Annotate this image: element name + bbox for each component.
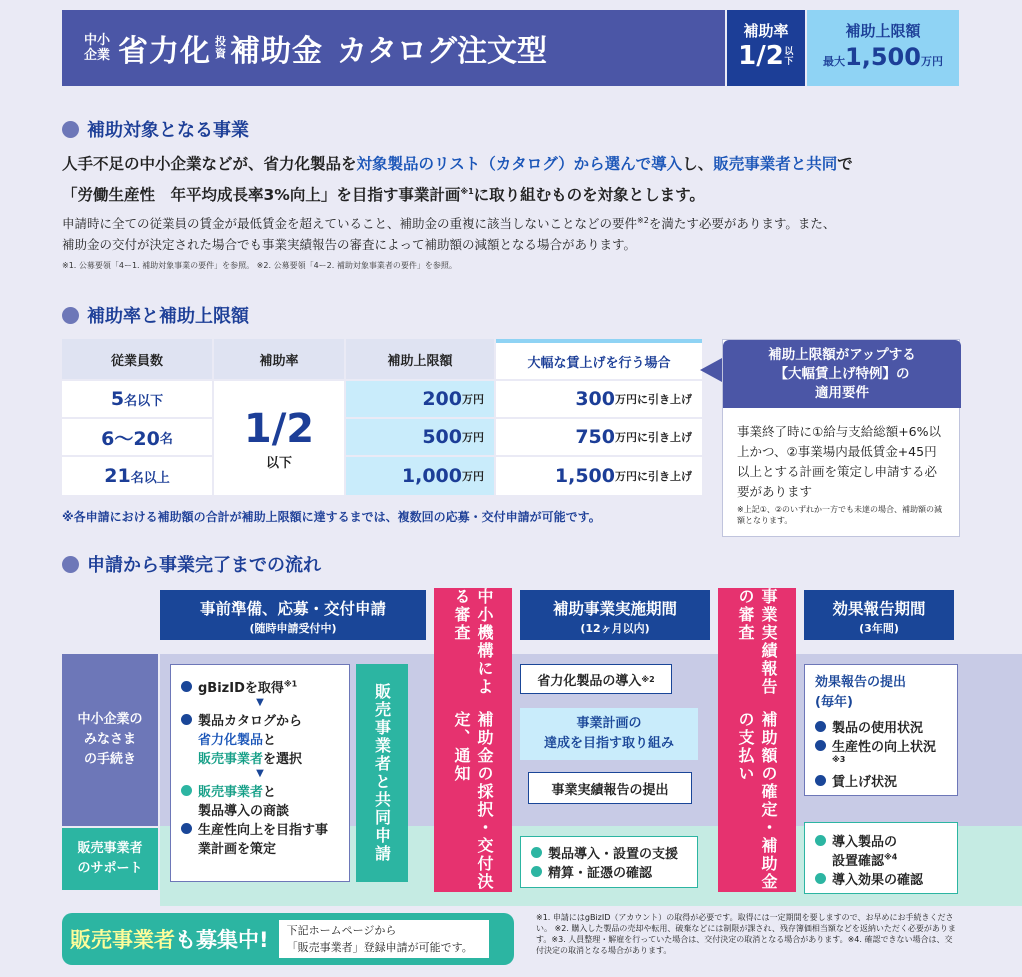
effect-report-box: 効果報告の提出 (毎年) 製品の使用状況 生産性の向上状況$^{※3}$ 賃上げ状況	[804, 664, 958, 796]
requirements-text: 申請時に全ての従業員の賃金が最低賃金を超えていること、補助金の重複に該当しないことなどの要件$^{※2}$を満たす必要があります。また、 補助金の交付が決定された場合でも事業実績報告の審査によって補助額の減額となる場合があります。 ※1. 公募要領「4ー1. 補助対象事業の要件」を参照。 ※2. 公募要領「4ー2. 補助対象事業者の要件」を参照。	[62, 216, 836, 271]
bullet-icon	[62, 121, 79, 138]
review-selection-bar: 中小機構による審査 補助金の採択・交付決定、通知	[434, 588, 512, 892]
title-banner	[62, 10, 959, 86]
row-employees-3: 21 名以上	[62, 457, 212, 495]
section-heading-flow: 申請から事業完了までの流れ	[62, 551, 321, 577]
sme-lane-label: 中小企業の みなさま の手続き	[62, 654, 158, 826]
subsidy-limit-badge: 補助上限額 最大1,500万円	[807, 10, 959, 86]
banner-title: 中小 企業 省力化 投 資 補助金 カタログ注文型	[62, 10, 725, 86]
rate-footnote: ※各申請における補助額の合計が補助上限額に達するまでは、複数回の応募・交付申請が可能です。	[62, 510, 601, 524]
special-requirements-box: 補助上限額がアップする 【大幅賃上げ特例】の 適用要件 事業終了時に①給与支給総額+6%以上かつ、②事業場内最低賃金+45円以上とする計画を策定し申請する必要があります ※上記①、②のいずれか一方でも未達の場合、補助額の減額となります。	[722, 339, 960, 537]
phase-prep: 事前準備、応募・交付申請 (随時申請受付中)	[160, 590, 426, 640]
prep-steps-box: gBizIDを取得$^{※1}$ ▼ 製品カタログから 省力化製品と 販売事業者を選択 ▼ 販売事業者と 製品導入の商談 生産性向上を目指す事業計画を策定	[170, 664, 350, 882]
vendor-support-effect: 導入製品の 設置確認$^{※4}$ 導入効果の確認	[804, 822, 958, 894]
pointer-arrow	[700, 358, 722, 382]
impl-step-goal: 事業計画の 達成を目指す取り組み	[520, 708, 698, 760]
vendor-lane-label: 販売事業者 のサポート	[62, 828, 158, 890]
row-employees-1: 5 名以下	[62, 381, 212, 417]
vendor-recruit-banner: 販売事業者も募集中! 下記ホームページから 「販売事業者」登録申請が可能です。	[62, 913, 514, 965]
row-employees-2: 6〜20 名	[62, 419, 212, 455]
rate-table: 従業員数 補助率 補助上限額 大幅な賃上げを行う場合 5 名以下 6〜20 名 21 名以上 1/2 以下 200 万円 500 万円 1,000 万円 300 万円に引き上げ 750 万円に引き上げ 1,500 万円に引き上げ	[62, 339, 702, 499]
impl-step-report: 事業実績報告の提出	[528, 772, 692, 804]
vendor-support-impl: 製品導入・設置の支援 精算・証憑の確認	[520, 836, 698, 888]
bullet-icon	[62, 307, 79, 324]
phase-implementation: 補助事業実施期間 (12ヶ月以内)	[520, 590, 710, 640]
bullet-icon	[62, 556, 79, 573]
section-heading-target: 補助対象となる事業	[62, 116, 249, 142]
rate-cell: 1/2 以下	[214, 381, 344, 495]
section-heading-rate: 補助率と補助上限額	[62, 302, 249, 328]
phase-report: 効果報告期間 (3年間)	[804, 590, 954, 640]
subsidy-rate-badge: 補助率 1/2以下	[727, 10, 805, 86]
flow-footnotes: ※1. 申請にはgBizID（アカウント）の取得が必要です。取得には一定期間を要しますので、お早めにお手続きください。 ※2. 購入した製品の売却や転用、破棄などには制限が課され、残存簿価相当額などを返納いただく必要があります。※3. 人員整理・解雇を行っていた場合は、交付決定の取消となる場合があります。※4. 確認できない場合は、交付決定の取消となる場合があります。	[536, 913, 956, 955]
final-review-bar: 事業実績報告の審査 補助額の確定・補助金の支払い	[718, 588, 796, 892]
impl-step-intro: 省力化製品の導入 ※2	[520, 664, 672, 694]
target-description: 人手不足の中小企業などが、省力化製品を対象製品のリスト（カタログ）から選んで導入し、販売事業者と共同で 「労働生産性 年平均成長率3%向上」を目指す事業計画$^{※1}$に取り組むものを対象とします。	[62, 155, 853, 205]
joint-application-bar: 販売事業者と共同申請	[356, 664, 408, 882]
